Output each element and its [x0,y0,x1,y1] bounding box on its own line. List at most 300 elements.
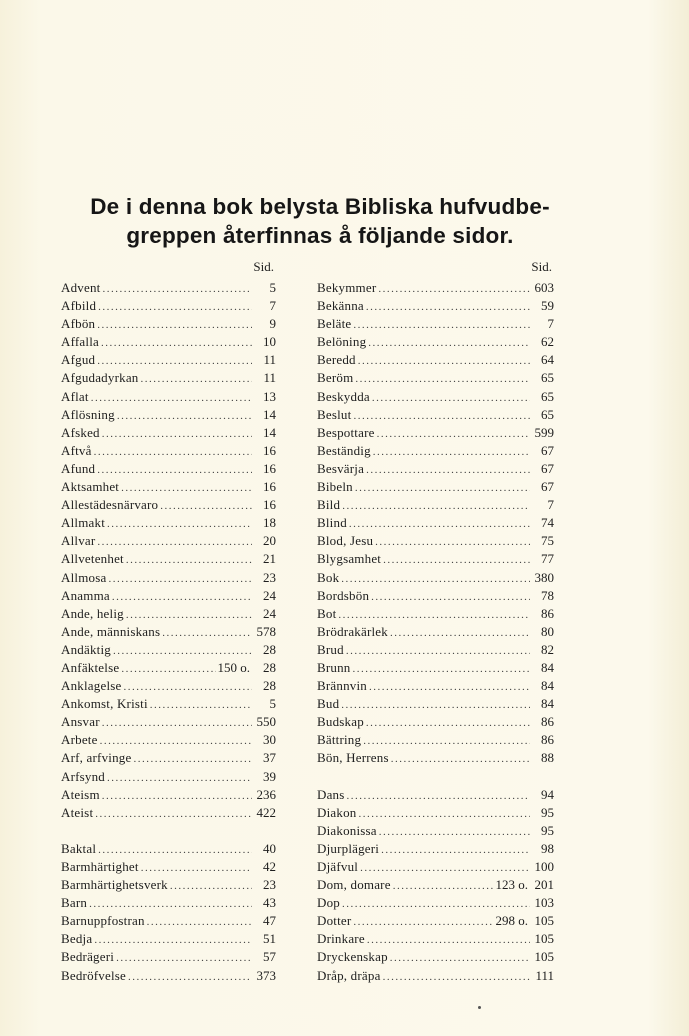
index-entry [61,406,276,424]
dot-leader [338,606,530,624]
index-page-number: 28 [263,678,276,694]
sid-label-right: Sid. [531,259,552,274]
index-entry [61,496,276,514]
index-entry [317,822,554,840]
index-term: Arbete [61,732,98,748]
index-entry [61,749,276,767]
index-entry [317,496,554,514]
index-page-number: 84 [541,696,554,712]
index-term: Dom, domare [317,877,391,893]
index-page-number: 7 [547,316,554,332]
index-page-number: 20 [263,533,276,549]
dot-leader [349,515,530,533]
dot-leader [101,334,252,352]
index-term: Allmosa [61,569,107,585]
index-term: Afund [61,460,96,476]
dot-leader [360,859,530,877]
index-entry [317,424,554,442]
index-page-number: 39 [263,768,276,784]
index-page-number: 64 [541,352,554,368]
index-page-number: 16 [263,497,276,513]
index-page-number: 603 [534,280,554,295]
dot-leader [366,461,530,479]
index-term: Allmakt [61,515,106,531]
index-page-number: 30 [263,732,276,748]
index-page-number: 105 [534,931,554,947]
dot-leader [162,624,252,642]
dot-leader [355,370,530,388]
index-entry [61,912,276,930]
index-entry [317,297,554,315]
dot-leader [91,389,252,407]
dot-leader [353,660,531,678]
index-entry [61,876,276,894]
dot-leader [97,533,252,551]
index-entry [317,333,554,351]
index-term: Bild [317,497,341,513]
index-entry [317,532,554,550]
dot-leader [170,877,252,895]
index-entry [317,315,554,333]
index-entry [61,351,276,369]
index-entry [61,930,276,948]
index-page-number: 105 [534,913,554,929]
index-page-number: 86 [541,605,554,621]
dot-leader [117,407,252,425]
index-entry [317,351,554,369]
index-page-number: 95 [541,822,554,838]
index-term: Afbild [61,298,97,314]
dot-leader [366,298,530,316]
index-page-number: 5 [269,280,276,295]
index-term: Diakonissa [317,822,377,838]
index-entry [317,478,554,496]
index-page-number: 105 [534,949,554,965]
dot-leader [100,732,252,750]
index-term: Ateist [61,804,94,820]
index-term: Dop [317,895,340,911]
index-page-number: 7 [269,298,276,314]
dot-leader [94,443,252,461]
index-page-number: 21 [263,551,276,567]
index-term: Ankomst, Kristi [61,696,148,712]
index-group-a-right [317,279,554,768]
index-page-number: 65 [541,370,554,386]
index-page-number: 57 [263,949,276,965]
index-term: Besvärja [317,460,365,476]
index-term: Anfäktelse [61,659,120,675]
index-page-number: 67 [541,460,554,476]
index-entry [61,442,276,460]
index-term: Affalla [61,334,99,350]
index-term: Bot [317,605,337,621]
index-term: Brödrakärlek [317,623,388,639]
index-entry [61,695,276,713]
index-page-number: 236 [256,786,276,802]
index-term: Allvar [61,533,96,549]
index-page-number: 23 [263,877,276,893]
print-mark [478,1006,481,1009]
index-entry [317,840,554,858]
index-page-number: 65 [541,388,554,404]
index-term: Bedja [61,931,93,947]
index-term: Allestädesnärvaro [61,497,159,513]
dot-leader [126,606,252,624]
index-term: Aktsamhet [61,479,120,495]
index-entry [61,894,276,912]
index-entry [317,677,554,695]
index-term: Beslut [317,406,352,422]
index-page-number: 40 [263,840,276,856]
index-term: Bok [317,569,340,585]
index-page-number: 82 [541,641,554,657]
index-term: Brud [317,641,344,657]
index-term: Drinkare [317,931,365,947]
dot-leader [393,877,494,895]
dot-leader [107,769,252,787]
index-page-number: 95 [541,804,554,820]
index-entry [317,587,554,605]
index-term: Bespottare [317,424,375,440]
index-page-number: 43 [263,895,276,911]
index-entry [317,623,554,641]
dot-leader [141,370,253,388]
index-page-number: 75 [541,533,554,549]
dot-leader [102,425,252,443]
index-page-number: 94 [541,786,554,802]
index-entry [61,768,276,786]
dot-leader [383,968,530,986]
dot-leader [128,968,252,986]
index-entry [317,659,554,677]
index-page-number: 14 [263,424,276,440]
index-page-number: 84 [541,678,554,694]
index-group-a-left [61,279,276,822]
index-entry [317,786,554,804]
index-term: Afbön [61,316,96,332]
heading-line-2: greppen återfinnas å följande sidor. [126,223,514,248]
index-page-number: 47 [263,913,276,929]
index-extra-ref: 150 o. [217,659,250,675]
index-term: Blod, Jesu [317,533,374,549]
index-page-number: 98 [541,840,554,856]
index-term: Ande, helig [61,605,124,621]
index-page-number: 65 [541,406,554,422]
dot-leader [112,588,252,606]
dot-leader [372,389,530,407]
index-page-number: 11 [263,370,276,386]
dot-leader [342,895,530,913]
index-page-number: 86 [541,714,554,730]
dot-leader [102,280,252,298]
page-heading [40,192,600,250]
index-term: Bibeln [317,479,353,495]
index-page-number: 422 [256,804,276,820]
dot-leader [102,787,252,805]
index-entry [61,713,276,731]
index-term: Diakon [317,804,357,820]
index-entry [317,967,554,985]
dot-leader [371,588,530,606]
index-term: Dråp, dräpa [317,967,381,983]
index-entry [317,912,554,930]
index-term: Beredd [317,352,356,368]
index-page-number: 80 [541,623,554,639]
dot-leader [363,732,530,750]
index-entry [61,858,276,876]
index-entry [317,442,554,460]
index-entry [317,930,554,948]
index-term: Afgudadyrkan [61,370,139,386]
dot-leader [369,678,530,696]
index-entry [317,731,554,749]
dot-leader [113,642,252,660]
dot-leader [98,841,252,859]
dot-leader [355,479,530,497]
index-page-number: 28 [263,641,276,657]
dot-leader [358,805,530,823]
dot-leader [95,805,252,823]
index-entry [61,587,276,605]
index-entry [61,804,276,822]
index-entry [61,369,276,387]
dot-leader [94,931,252,949]
dot-leader [123,678,252,696]
index-term: Ateism [61,786,100,802]
index-entry [317,369,554,387]
dot-leader [121,660,215,678]
index-term: Baktal [61,840,97,856]
index-term: Advent [61,280,101,295]
index-term: Djurplägeri [317,840,380,856]
dot-leader [390,949,530,967]
index-page-number: 11 [263,352,276,368]
index-page-number: 88 [541,750,554,766]
index-page-number: 42 [263,859,276,874]
index-entry [61,297,276,315]
dot-leader [383,551,530,569]
index-page-number: 7 [547,497,554,513]
index-page-number: 86 [541,732,554,748]
index-page-number: 23 [263,569,276,585]
index-term: Bud [317,696,340,712]
index-column-right [317,259,554,985]
index-term: Djäfvul [317,859,359,874]
index-group-b-right [317,786,554,985]
index-entry [317,749,554,767]
index-term: Andäktig [61,641,111,657]
index-page-number: 28 [263,659,276,675]
index-entry [317,876,554,894]
index-term: Bättring [317,732,362,748]
sid-label-left: Sid. [253,259,274,274]
index-page-number: 10 [263,334,276,350]
dot-leader [160,497,252,515]
index-term: Beläte [317,316,352,332]
index-page-number: 16 [263,460,276,476]
index-page-number: 51 [263,931,276,947]
index-entry [317,406,554,424]
index-entry [61,460,276,478]
dot-leader [107,515,252,533]
index-entry [61,279,276,297]
index-term: Aflat [61,388,89,404]
index-page-number: 103 [534,895,554,911]
index-term: Afsked [61,424,100,440]
index-term: Bedröfvelse [61,967,127,983]
index-term: Blygsamhet [317,551,382,567]
index-page-number: 14 [263,406,276,422]
index-entry [317,388,554,406]
heading-line-1: De i denna bok belysta Bibliska hufvudbe- [90,194,550,219]
index-term: Allvetenhet [61,551,124,567]
dot-leader [126,551,252,569]
index-entry [61,315,276,333]
dot-leader [121,479,252,497]
index-term: Beröm [317,370,354,386]
index-page-number: 578 [256,623,276,639]
index-page-number: 16 [263,442,276,458]
dot-leader [116,949,252,967]
index-entry [317,514,554,532]
dot-leader [341,570,530,588]
index-term: Ansvar [61,714,100,730]
index-entry [61,333,276,351]
dot-leader [97,316,252,334]
index-page-number: 74 [541,515,554,531]
index-entry [61,731,276,749]
dot-leader [379,823,530,841]
dot-leader [97,352,252,370]
index-page-number: 599 [534,424,554,440]
index-page-number: 18 [263,515,276,531]
group-gap [61,822,276,840]
index-term: Bedrägeri [61,949,115,965]
index-entry [61,478,276,496]
index-page-number: 24 [263,605,276,621]
index-term: Bekänna [317,298,364,314]
dot-leader [108,570,252,588]
dot-leader [347,787,530,805]
index-entry [61,948,276,966]
dot-leader [353,913,493,931]
index-page-number: 380 [534,569,554,585]
dot-leader [391,750,530,768]
index-term: Barnuppfostran [61,913,145,929]
index-term: Aftvå [61,442,92,458]
index-page-number: 84 [541,659,554,675]
index-page-number: 78 [541,587,554,603]
index-entry [61,514,276,532]
index-group-b-left [61,840,276,985]
index-term: Dans [317,786,345,802]
index-term: Dryckenskap [317,949,388,965]
index-extra-ref: 298 o. [495,913,528,929]
index-entry [61,840,276,858]
index-entry [61,388,276,406]
index-entry [317,948,554,966]
index-term: Beständig [317,442,371,458]
index-term: Brunn [317,659,351,675]
index-term: Budskap [317,714,364,730]
dot-leader [367,931,530,949]
index-page-number: 373 [256,967,276,983]
dot-leader [342,497,530,515]
index-page-number: 67 [541,442,554,458]
index-page-number: 111 [535,967,554,983]
index-term: Beskydda [317,388,370,404]
index-column-left [61,259,276,985]
index-page-number: 77 [541,551,554,567]
index-term: Arfsynd [61,768,106,784]
index-term: Barmhärtighet [61,859,139,874]
index-entry [61,569,276,587]
index-term: Aflösning [61,406,115,422]
index-term: Barmhärtighetsverk [61,877,168,893]
dot-leader [98,298,252,316]
dot-leader [341,696,530,714]
index-term: Dotter [317,913,352,929]
index-entry [61,641,276,659]
index-entry [61,532,276,550]
index-page-number: 62 [541,334,554,350]
index-entry [317,858,554,876]
dot-leader [353,407,530,425]
index-term: Ande, människans [61,623,161,639]
dot-leader [346,642,530,660]
index-term: Anamma [61,587,110,603]
dot-leader [150,696,252,714]
dot-leader [366,714,530,732]
index-entry [61,659,276,677]
index-entry [317,460,554,478]
index-term: Anklagelse [61,678,122,694]
dot-leader [373,443,530,461]
index-term: Afgud [61,352,96,368]
dot-leader [97,461,252,479]
index-entry [317,605,554,623]
index-page-number: 37 [263,750,276,766]
dot-leader [358,352,530,370]
index-entry [317,641,554,659]
index-term: Bön, Herrens [317,750,389,766]
index-page-number: 59 [541,298,554,314]
index-entry [317,804,554,822]
index-page-number: 9 [269,316,276,332]
index-entry [61,550,276,568]
index-entry [317,894,554,912]
index-term: Bekymmer [317,280,377,295]
dot-leader [89,895,252,913]
dot-leader [390,624,530,642]
dot-leader [375,533,530,551]
index-page-number: 5 [269,696,276,712]
index-term: Arf, arfvinge [61,750,132,766]
dot-leader [381,841,530,859]
index-entry [317,550,554,568]
index-page-number: 550 [256,714,276,730]
index-entry [61,967,276,985]
index-entry [61,605,276,623]
dot-leader [353,316,530,334]
index-page-number: 67 [541,479,554,495]
index-page-number: 13 [263,388,276,404]
index-page-number: 16 [263,479,276,495]
dot-leader [141,859,252,877]
group-gap [317,768,554,786]
index-entry [61,424,276,442]
index-page-number: 100 [534,859,554,874]
